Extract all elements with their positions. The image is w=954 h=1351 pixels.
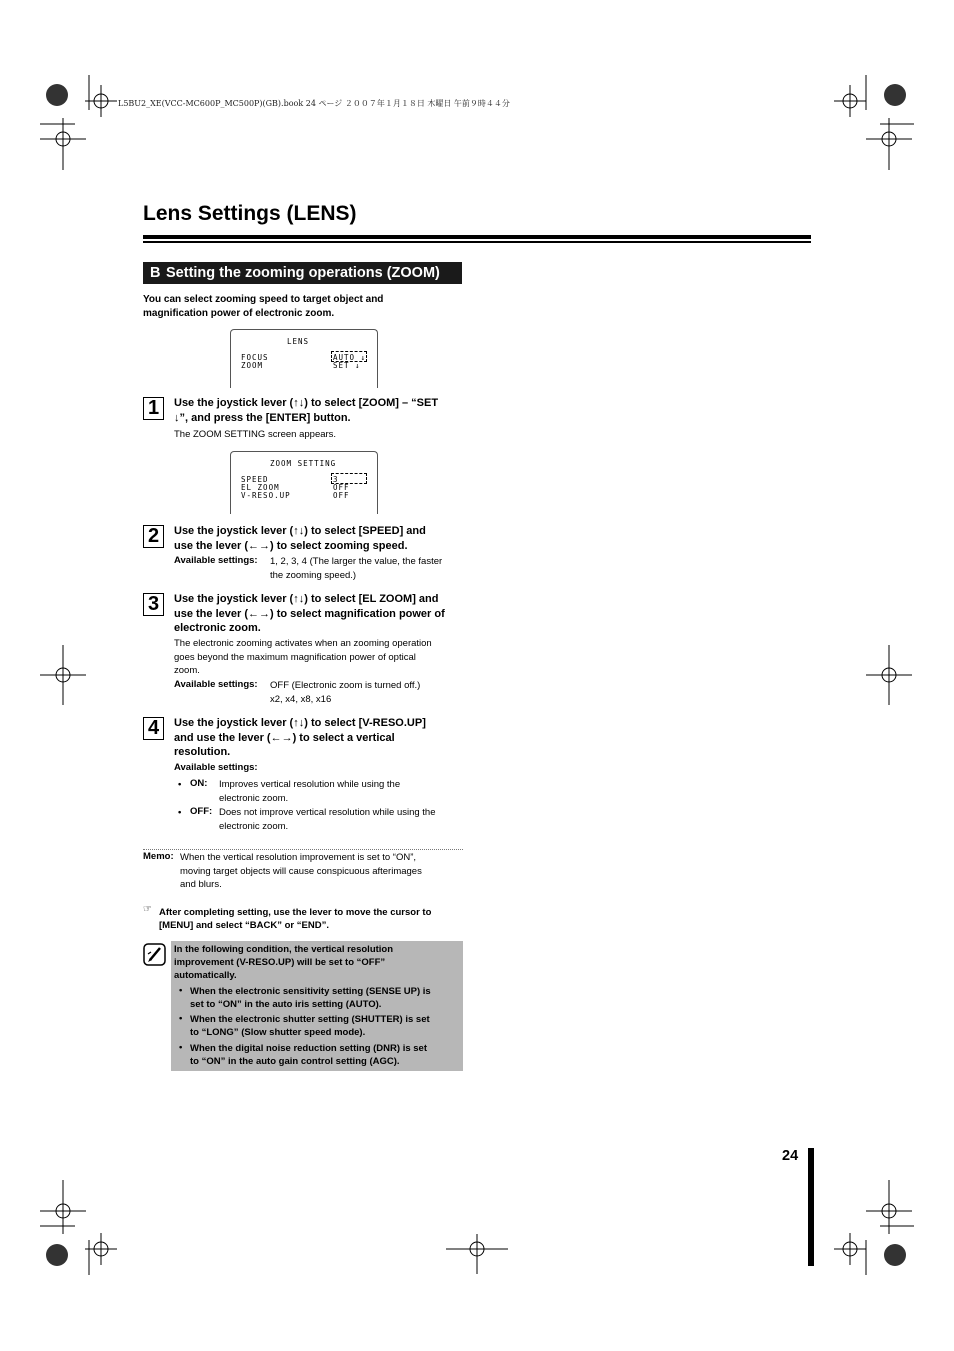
text-line: In the following condition, the vertical resolution: [174, 944, 394, 955]
step-heading-line: and use the lever (←→) to select a vertical: [174, 731, 395, 744]
note-heading: [174, 943, 393, 982]
section-heading: [143, 262, 462, 284]
step-heading-line: ↓”, and press the [ENTER] button.: [174, 411, 351, 424]
screen-row-value: OFF: [333, 483, 350, 492]
step-number: 2: [143, 525, 164, 548]
screen-row-label: SPEED: [241, 475, 269, 484]
note-bullet-text: [190, 1013, 430, 1039]
text-line: OFF (Electronic zoom is turned off.): [270, 680, 421, 691]
text-line: The electronic zooming activates when an zooming operation: [174, 638, 432, 649]
note-bullet-text: [190, 1042, 427, 1068]
memo-divider: [143, 849, 463, 850]
text-line: 1, 2, 3, 4 (The larger the value, the faster: [270, 556, 443, 567]
step-text: The ZOOM SETTING screen appears.: [174, 429, 337, 440]
text-line: to “ON” in the auto gain control setting (AGC).: [190, 1056, 400, 1067]
step-number: 3: [143, 593, 164, 616]
text-line: improvement (V-RESO.UP) will be set to “OFF”: [174, 957, 386, 968]
page-number: 24: [782, 1148, 799, 1164]
text-line: electronic zoom.: [219, 792, 289, 804]
memo-label: Memo:: [143, 851, 174, 862]
step-heading-line: Use the joystick lever (↑↓) to select [EL ZOOM] and: [174, 593, 439, 605]
step-heading-line: use the lever (←→) to select zooming speed.: [174, 539, 408, 552]
step-heading-line: Use the joystick lever (↑↓) to select [V-RESO.UP]: [174, 717, 426, 729]
text-line: When the vertical resolution improvement is set to “ON”,: [180, 852, 417, 863]
option-label: ON:: [190, 778, 208, 789]
bullet: •: [179, 985, 183, 996]
text-line: zoom.: [174, 665, 200, 676]
screen-title: ZOOM SETTING: [270, 459, 337, 468]
step-heading-line: Use the joystick lever (↑↓) to select [SPEED] and: [174, 525, 426, 537]
screen-row-value: AUTO ↓: [333, 353, 367, 362]
step-number: 1: [143, 397, 164, 420]
zoom-setting-screen: [230, 451, 378, 514]
text-line: Improves vertical resolution while using the: [219, 779, 401, 790]
available-settings-label: Available settings:: [174, 762, 258, 773]
text-line: automatically.: [174, 970, 237, 981]
bullet: •: [178, 779, 182, 790]
step-heading: [174, 396, 464, 425]
screen-title: LENS: [287, 337, 310, 346]
text-line: and blurs.: [180, 879, 222, 890]
page-title: Lens Settings (LENS): [143, 202, 357, 225]
step-heading-line: use the lever (←→) to select magnification power of: [174, 607, 445, 620]
text-line: electronic zoom.: [219, 820, 289, 832]
step-text: [174, 637, 432, 678]
screen-row-label: EL ZOOM: [241, 483, 280, 492]
text-line: the zooming speed.): [270, 569, 357, 581]
text-line: goes beyond the maximum magnification power of optical: [174, 651, 416, 663]
available-settings-value: [270, 555, 442, 582]
step-heading: [174, 716, 464, 760]
bullet: •: [178, 807, 182, 818]
step-heading: [174, 592, 464, 636]
available-settings-label: Available settings:: [174, 679, 258, 690]
step-heading: [174, 524, 464, 553]
text-line: Does not improve vertical resolution while using the: [219, 807, 436, 818]
step-number: 4: [143, 717, 164, 740]
book-file-header: L5BU2_XE(VCC-MC600P_MC500P)(GB).book 24 ページ ２００７年１月１８日 木曜日 午前９時４４分: [118, 99, 510, 108]
step-heading-line: electronic zoom.: [174, 622, 261, 634]
title-rule-thin: [143, 241, 811, 243]
available-settings-label: Available settings:: [174, 555, 258, 566]
text-line: When the electronic shutter setting (SHUTTER) is set: [190, 1014, 430, 1025]
section-title: Setting the zooming operations (ZOOM): [166, 265, 440, 281]
reference-icon: ☞: [143, 904, 152, 915]
option-description: [219, 778, 400, 805]
after-setting-text: [159, 906, 431, 932]
step-heading-line: Use the joystick lever (↑↓) to select [ZOOM] – “SET: [174, 397, 439, 409]
text-line: set to “ON” in the auto iris setting (AUTO).: [190, 999, 382, 1010]
section-intro: You can select zooming speed to target object and magnification power of electronic zoom.: [143, 294, 384, 319]
text-line: [MENU] and select “BACK” or “END”.: [159, 920, 329, 931]
text-line: When the electronic sensitivity setting (SENSE UP) is: [190, 986, 431, 997]
text-line: to “LONG” (Slow shutter speed mode).: [190, 1027, 366, 1038]
step-heading-line: resolution.: [174, 746, 231, 758]
text-line: After completing setting, use the lever to move the cursor to: [159, 907, 432, 918]
text-line: When the digital noise reduction setting (DNR) is set: [190, 1043, 427, 1054]
text-line: moving target objects will cause conspicuous afterimages: [180, 865, 422, 877]
pencil-note-icon: [143, 943, 167, 967]
bullet: •: [179, 1013, 183, 1024]
screen-row-label: FOCUS: [241, 353, 269, 362]
cursor-highlight: [331, 351, 367, 362]
screen-row-label: V-RESO.UP: [241, 491, 291, 500]
cursor-highlight: [331, 473, 367, 484]
page-edge-bar: [808, 1148, 814, 1266]
text-line: x2, x4, x8, x16: [270, 693, 332, 705]
memo-text: [180, 851, 422, 892]
lens-menu-screen: [230, 329, 378, 388]
option-label: OFF:: [190, 806, 213, 817]
screen-row-value: SET ↓: [333, 361, 361, 370]
option-description: [219, 806, 436, 833]
screen-row-value: 3: [333, 475, 339, 484]
screen-row-value: OFF: [333, 491, 350, 500]
available-settings-value: [270, 679, 420, 706]
bullet: •: [179, 1042, 183, 1053]
note-box: [171, 941, 463, 1071]
screen-row-label: ZOOM: [241, 361, 264, 370]
section-letter: B: [150, 265, 161, 281]
title-rule: [143, 235, 811, 239]
note-bullet-text: [190, 985, 431, 1011]
